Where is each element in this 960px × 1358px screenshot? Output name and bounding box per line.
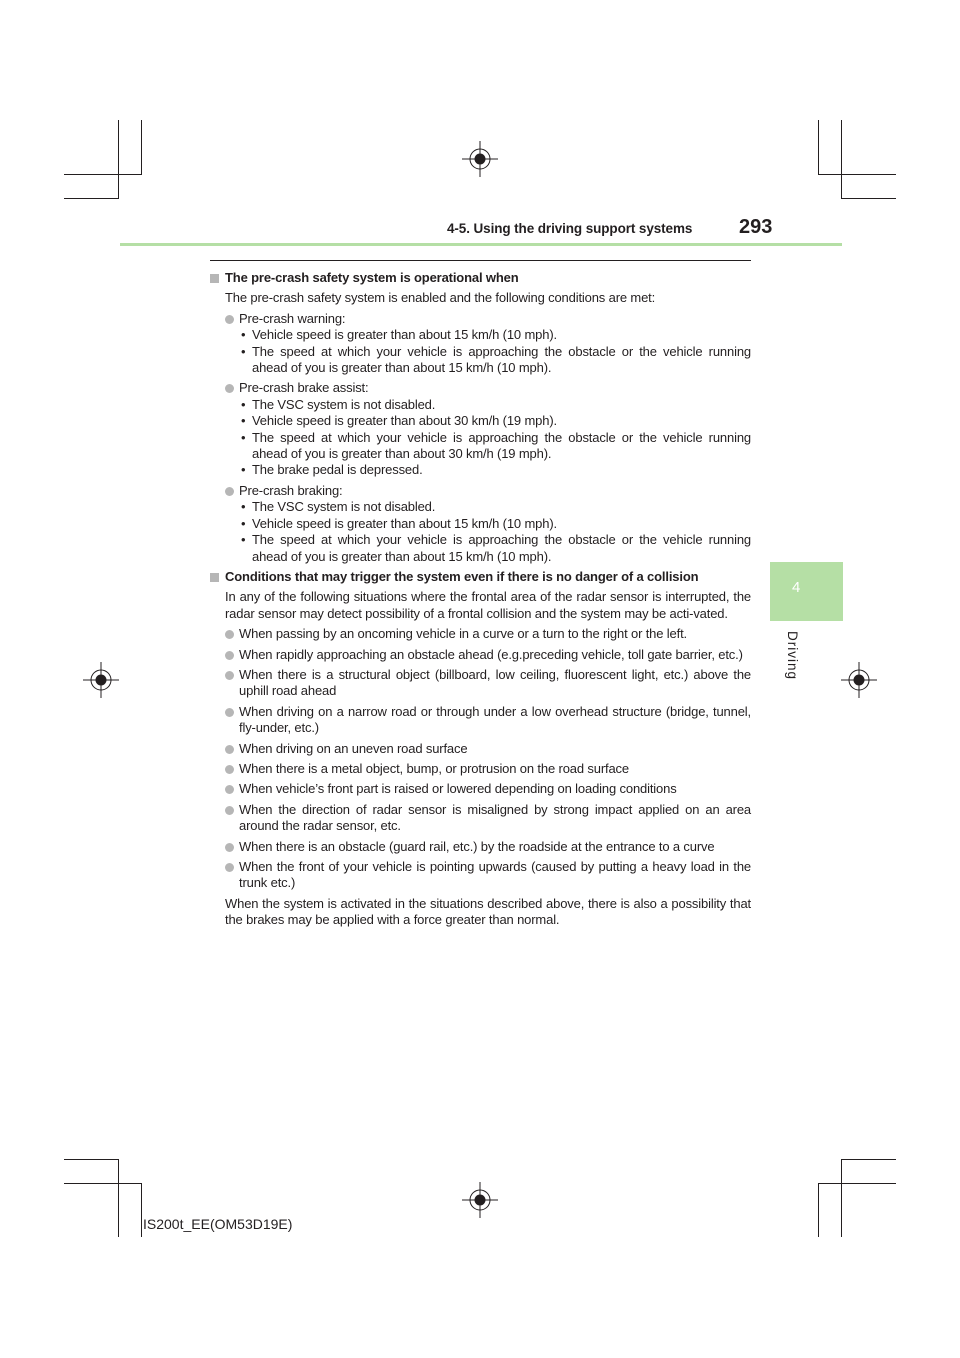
sub-list-item: • The speed at which your vehicle is approaching the obstacle or the vehicle running ahead of you is greater than about 15 km/h (10 mph).: [241, 343, 751, 376]
circle-bullet-icon: [225, 315, 234, 324]
sub-list-item: • Vehicle speed is greater than about 15 km/h (10 mph).: [241, 515, 557, 531]
chapter-label: Driving: [785, 631, 800, 681]
section-heading: Conditions that may trigger the system even if there is no danger of a collision: [210, 569, 751, 585]
circle-bullet-icon: [225, 708, 234, 717]
registration-mark-icon: [83, 662, 119, 698]
sub-list-item: • The VSC system is not disabled.: [241, 396, 436, 412]
list-item: When rapidly approaching an obstacle ahead (e.g.preceding vehicle, toll gate barrier, etc.): [210, 647, 751, 663]
list-item: When passing by an oncoming vehicle in a curve or a turn to the right or the left.: [210, 626, 751, 642]
circle-bullet-icon: [225, 630, 234, 639]
chapter-number: 4: [792, 579, 801, 596]
circle-bullet-icon: [225, 843, 234, 852]
registration-mark-icon: [462, 1182, 498, 1218]
list-item: When there is an obstacle (guard rail, etc.) by the roadside at the entrance to a curve: [210, 839, 751, 855]
list-item: When driving on a narrow road or through under a low overhead structure (bridge, tunnel, fly-under, etc.): [210, 704, 751, 737]
circle-bullet-icon: [225, 765, 234, 774]
circle-bullet-icon: [225, 671, 234, 680]
circle-bullet-icon: [225, 745, 234, 754]
square-bullet-icon: [210, 573, 219, 582]
list-item: When the direction of radar sensor is misaligned by strong impact applied on an area around the radar sensor, etc.: [210, 802, 751, 835]
sub-list-item: • Vehicle speed is greater than about 30 km/h (19 mph).: [241, 413, 557, 429]
sub-list-item: • Vehicle speed is greater than about 15 km/h (10 mph).: [241, 327, 557, 343]
circle-bullet-icon: [225, 651, 234, 660]
section-heading: The pre-crash safety system is operational when: [210, 270, 751, 286]
page-number: 293: [739, 216, 773, 238]
list-item: When the front of your vehicle is pointing upwards (caused by putting a heavy load in the trunk etc.): [210, 859, 751, 892]
list-item: When there is a structural object (billboard, low ceiling, fluorescent light, etc.) above the uphill road ahead: [210, 667, 751, 700]
list-item: Pre-crash braking:: [210, 483, 751, 499]
circle-bullet-icon: [225, 785, 234, 794]
sub-list-item: • The speed at which your vehicle is approaching the obstacle or the vehicle running ahead of you is greater than about 15 km/h (10 mph).: [241, 532, 751, 564]
square-bullet-icon: [210, 274, 219, 283]
sub-list-item: • The VSC system is not disabled.: [241, 499, 436, 515]
page-content: [210, 268, 751, 929]
document-code: IS200t_EE(OM53D19E): [143, 1216, 293, 1232]
list-item: When driving on an uneven road surface: [210, 741, 751, 757]
list-item: Pre-crash warning:: [210, 311, 751, 327]
section-closing: When the system is activated in the situations described above, there is also a possibility that the brakes may be applied with a force greater than normal.: [225, 895, 751, 928]
section-intro: In any of the following situations where the frontal area of the radar sensor is interrupted, the radar sensor may detect possibility of a frontal collision and the system may be acti-vated.: [225, 589, 751, 621]
section-intro: The pre-crash safety system is enabled and the following conditions are met:: [225, 290, 656, 306]
content-rule: [210, 260, 751, 261]
circle-bullet-icon: [225, 384, 234, 393]
sub-list-item: • The speed at which your vehicle is approaching the obstacle or the vehicle running ahead of you is greater than about 30 km/h (19 mph).: [241, 429, 751, 462]
section-title: 4-5. Using the driving support systems: [447, 221, 693, 236]
header-rule: [120, 243, 842, 246]
list-item: Pre-crash brake assist:: [210, 380, 751, 396]
circle-bullet-icon: [225, 863, 234, 872]
registration-mark-icon: [462, 141, 498, 177]
circle-bullet-icon: [225, 806, 234, 815]
sub-list-item: • The brake pedal is depressed.: [241, 462, 423, 478]
chapter-tab: [770, 562, 843, 621]
list-item: When there is a metal object, bump, or protrusion on the road surface: [210, 761, 751, 777]
registration-mark-icon: [841, 662, 877, 698]
circle-bullet-icon: [225, 487, 234, 496]
list-item: When vehicle’s front part is raised or lowered depending on loading conditions: [210, 781, 751, 797]
